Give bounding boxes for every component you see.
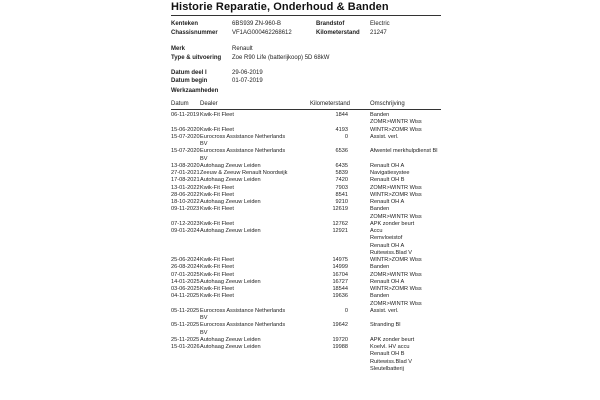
table-row [171, 134, 441, 149]
merk-value: Renault [232, 46, 253, 52]
row-date: 17-08-2021 [171, 177, 200, 184]
row-date: 14-01-2025 [171, 278, 200, 285]
row-dealer-line2: BV [200, 315, 208, 321]
row-date: 09-01-2024 [171, 228, 200, 234]
row-dealer: Kwik-Fit Fleet [200, 206, 234, 213]
row-omschrijving: WINTR>ZOMR Wiss [370, 191, 422, 198]
table-row [171, 199, 441, 206]
table-row [171, 272, 441, 279]
row-omschrijving: Remvloeistof [370, 235, 403, 242]
table-row [171, 163, 441, 170]
row-dealer-line2: BV [200, 329, 208, 336]
row-omschrijving: ZOMR>WINTR Wiss [370, 119, 422, 126]
row-omschrijving: WINTR>ZOMR Wiss [370, 286, 422, 292]
row-omschrijving: ZOMR>WINTR Wiss [370, 213, 422, 220]
kilometerstand-value: 21247 [370, 30, 387, 36]
row-date: 13-08-2020 [171, 162, 200, 169]
row-kilometerstand: 12921 [332, 228, 348, 234]
row-dealer: Kwik-Fit Fleet [200, 126, 234, 133]
row-date: 27-01-2021 [171, 170, 200, 176]
row-kilometerstand: 19988 [332, 344, 348, 350]
row-date: 09-11-2023 [171, 206, 200, 213]
row-omschrijving: Accu [370, 228, 383, 234]
table-row [171, 206, 441, 221]
kenteken-label: Kenteken [171, 21, 199, 27]
row-omschrijving: APK zonder beurt [370, 336, 415, 343]
row-omschrijving: Assist. verl. [370, 133, 399, 140]
row-kilometerstand: 6435 [335, 162, 348, 169]
row-dealer: Eurocross Assistance Netherlands [200, 133, 286, 140]
row-kilometerstand: 1844 [335, 112, 348, 118]
table-row [171, 170, 441, 177]
row-date: 15-01-2026 [171, 344, 200, 350]
chassis-label: Chassisnummer [171, 30, 218, 36]
row-omschrijving: Sleutelbatterij [370, 365, 404, 372]
row-dealer: Autohaag Zeeuw Leiden [200, 162, 261, 169]
row-omschrijving: Assist. verl. [370, 307, 399, 314]
row-dealer: Autohaag Zeeuw Leiden [200, 177, 261, 184]
table-row [171, 112, 441, 127]
row-date: 25-06-2024 [171, 257, 200, 263]
row-omschrijving: Koelvl. HV accu [370, 344, 410, 350]
table-row [171, 279, 441, 286]
row-date: 05-11-2025 [171, 307, 200, 314]
table-row [171, 337, 441, 344]
row-dealer-line2: BV [200, 155, 208, 162]
table-row [171, 286, 441, 293]
page-title: Historie Reparatie, Onderhoud & Banden [171, 1, 389, 13]
table-row [171, 322, 441, 337]
row-omschrijving: APK zonder beurt [370, 220, 415, 227]
row-omschrijving: Stranding Bl [370, 322, 401, 329]
merk-label: Merk [171, 46, 186, 52]
type-label: Type & uitvoering [171, 55, 222, 61]
row-omschrijving: Renault OH A [370, 162, 405, 169]
row-dealer: Autohaag Zeeuw Leiden [200, 199, 261, 205]
datum-deel-value: 29-06-2019 [232, 70, 263, 76]
row-dealer: Kwik-Fit Fleet [200, 271, 234, 278]
col-header-omschrijving: Omschrijving [370, 101, 405, 107]
row-dealer: Zeeuw & Zeeuw Renault Noordwijk [200, 170, 288, 176]
row-date: 07-01-2025 [171, 271, 200, 278]
section-title: Werkzaamheden [171, 88, 219, 94]
row-omschrijving: Renault OH A [370, 199, 405, 205]
row-dealer: Autohaag Zeeuw Leiden [200, 344, 261, 350]
row-dealer-line2: BV [200, 141, 208, 147]
row-kilometerstand: 7903 [335, 184, 348, 191]
row-dealer: Autohaag Zeeuw Leiden [200, 228, 261, 234]
row-omschrijving: ZOMR>WINTR Wiss [370, 184, 422, 191]
row-omschrijving: Renault OH A [370, 242, 405, 249]
table-row [171, 344, 441, 373]
row-kilometerstand: 0 [344, 307, 348, 314]
kilometerstand-label: Kilometerstand [316, 30, 360, 36]
row-omschrijving: Renault OH B [370, 177, 405, 184]
row-date: 26-08-2024 [171, 264, 200, 271]
row-dealer: Eurocross Assistance Netherlands [200, 148, 286, 155]
row-date: 13-01-2022 [171, 184, 200, 191]
row-dealer: Kwik-Fit Fleet [200, 112, 234, 118]
header-divider [171, 109, 441, 110]
row-date: 15-06-2020 [171, 126, 200, 133]
datum-begin-value: 01-07-2019 [232, 78, 263, 84]
row-omschrijving: ZOMR>WINTR Wiss [370, 271, 422, 278]
datum-deel-label: Datum deel I [171, 70, 207, 76]
row-kilometerstand: 12762 [332, 220, 348, 227]
table-row [171, 192, 441, 199]
col-header-datum: Datum [171, 101, 189, 107]
row-dealer: Autohaag Zeeuw Leiden [200, 278, 261, 285]
table-row [171, 293, 441, 308]
row-kilometerstand: 7420 [335, 177, 348, 184]
row-kilometerstand: 19642 [332, 322, 348, 329]
title-divider [171, 15, 441, 16]
brandstof-value: Electric [370, 21, 390, 27]
row-dealer: Kwik-Fit Fleet [200, 264, 234, 271]
row-date: 03-06-2025 [171, 286, 200, 292]
row-omschrijving: Banden [370, 264, 390, 271]
row-kilometerstand: 19720 [332, 336, 348, 343]
row-date: 25-11-2025 [171, 336, 200, 343]
row-kilometerstand: 6536 [335, 148, 348, 155]
row-kilometerstand: 5839 [335, 170, 348, 176]
table-row [171, 185, 441, 192]
brandstof-label: Brandstof [316, 21, 345, 27]
row-omschrijving: Renault OH A [370, 278, 405, 285]
row-omschrijving: Banden [370, 112, 390, 118]
row-kilometerstand: 4193 [335, 126, 348, 133]
row-date: 07-12-2023 [171, 220, 200, 227]
row-kilometerstand: 14975 [332, 257, 348, 263]
row-kilometerstand: 16704 [332, 271, 348, 278]
row-dealer: Kwik-Fit Fleet [200, 257, 234, 263]
row-omschrijving: Afwentel merkhulpdienst Bl [370, 148, 438, 155]
row-dealer: Kwik-Fit Fleet [200, 184, 234, 191]
row-kilometerstand: 14999 [332, 264, 348, 271]
row-date: 05-11-2025 [171, 322, 200, 329]
row-omschrijving: Banden [370, 206, 390, 213]
row-dealer: Eurocross Assistance Netherlands [200, 322, 286, 329]
row-kilometerstand: 8541 [335, 191, 348, 198]
row-kilometerstand: 9210 [335, 199, 348, 205]
row-omschrijving: WINTR>ZOMR Wiss [370, 126, 422, 133]
table-row [171, 264, 441, 271]
kenteken-value: 6BS939 ZN-960-B [232, 21, 282, 27]
row-dealer: Kwik-Fit Fleet [200, 286, 234, 292]
row-date: 15-07-2020 [171, 148, 200, 155]
row-date: 18-10-2022 [171, 199, 200, 205]
row-kilometerstand: 12619 [332, 206, 348, 213]
row-date: 04-11-2025 [171, 293, 200, 300]
row-date: 15-07-2020 [171, 133, 200, 140]
row-kilometerstand: 16727 [332, 278, 348, 285]
row-omschrijving: Renault OH B [370, 351, 405, 358]
table-row [171, 257, 441, 264]
row-omschrijving: Ruitewiss.Blad V [370, 358, 412, 365]
row-omschrijving: Navigatiesystee [370, 170, 410, 176]
table-row [171, 127, 441, 134]
table-row [171, 221, 441, 228]
row-dealer: Kwik-Fit Fleet [200, 191, 234, 198]
row-dealer: Kwik-Fit Fleet [200, 293, 234, 300]
row-omschrijving: WINTR>ZOMR Wiss [370, 257, 422, 263]
row-dealer: Eurocross Assistance Netherlands [200, 307, 286, 314]
row-kilometerstand: 18544 [332, 286, 348, 292]
row-omschrijving: Banden [370, 293, 390, 300]
col-header-km: Kilometerstand [310, 101, 351, 107]
table-row [171, 308, 441, 323]
row-omschrijving: ZOMR>WINTR Wiss [370, 300, 422, 307]
chassis-value: VF1AG000462268612 [232, 30, 292, 36]
table-row [171, 148, 441, 163]
row-dealer: Kwik-Fit Fleet [200, 220, 234, 227]
table-row [171, 177, 441, 184]
col-header-dealer: Dealer [200, 101, 218, 107]
row-kilometerstand: 0 [344, 133, 348, 140]
row-dealer: Autohaag Zeeuw Leiden [200, 336, 261, 343]
row-date: 06-11-2019 [171, 112, 200, 118]
table-row [171, 228, 441, 257]
type-value: Zoe R90 Life (batterijkoop) 5D 68kW [232, 55, 330, 61]
row-omschrijving: Ruitewiss.Blad V [370, 249, 412, 256]
datum-begin-label: Datum begin [171, 78, 208, 84]
row-kilometerstand: 19636 [332, 293, 348, 300]
row-date: 28-06-2022 [171, 191, 200, 198]
